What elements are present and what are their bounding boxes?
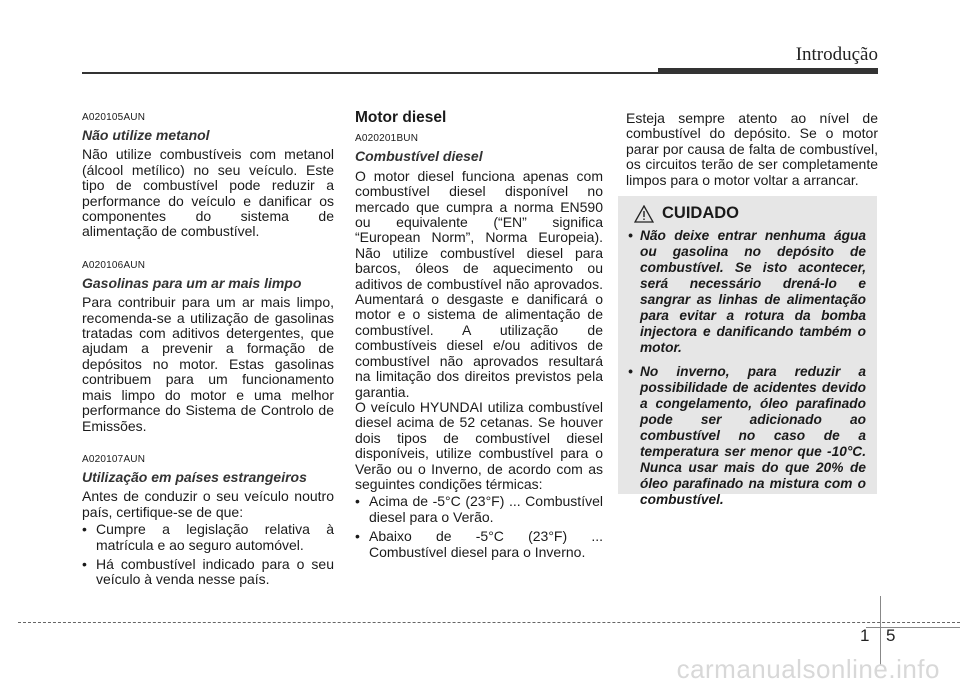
watermark: carmanualsonline.info (676, 654, 940, 684)
footer-rule (18, 622, 960, 623)
caution-header (634, 204, 739, 223)
list-item: • Não deixe entrar nenhuma água ou gasolina no depósito de combustível. Se isto acontecer, será necessário drená-lo e sangrar as linhas de alimentação para evitar a rotura da bomba injectora e danificando também o motor. (628, 228, 866, 355)
caution-title: CUIDADO (662, 204, 739, 222)
chapter-number: 1 (860, 626, 870, 645)
section-heading: Motor diesel (355, 109, 447, 126)
column-2 (355, 110, 603, 564)
column-3 (626, 111, 878, 188)
list-item: • Abaixo de -5°C (23°F) ... Combustível diesel para o Inverno. (355, 528, 603, 560)
section-body: O veículo HYUNDAI utiliza combustível diesel acima de 52 cetanas. Se houver dois tipos de combustível diesel disponíveis, utilize combustível para o Verão ou o Inverno, de acordo com as seguintes condições térmicas: (355, 398, 603, 492)
header-rule-accent (658, 68, 878, 74)
list-item: • Cumpre a legislação relativa à matrícula e ao seguro automóvel. (82, 521, 334, 553)
caution-box (618, 196, 877, 507)
crop-mark (866, 627, 960, 628)
section-body: Antes de conduzir o seu veículo noutro país, certifique-se de que: (82, 488, 334, 520)
section-body: Para contribuir para um ar mais limpo, recomenda-se a utilização de gasolinas tratadas com aditivos detergentes, que ajudam a prevenir a formação de depósitos no motor. Estas gasolinas contribuem para um funcionamento mais limpo do motor e uma melhor performance do Sistema de Controlo de Emissões. (82, 294, 334, 434)
section-subtitle: Utilização em países estrangeiros (82, 468, 307, 485)
section-code: A020105AUN (82, 112, 146, 123)
list-item: • No inverno, para reduzir a possibilidade de acidentes devido a congelamento, óleo parafinado pode ser adicionado ao combustível no caso de a temperatura ser menor que -10°C. Nunca usar mais do que 20% de óleo parafinado na mistura com o combustível. (628, 364, 866, 507)
page-number: 5 (886, 626, 896, 645)
section-code: A020201BUN (355, 133, 419, 145)
bullet-list (82, 522, 334, 588)
section-subtitle: Combustível diesel (355, 148, 483, 165)
list-item: • Há combustível indicado para o seu veículo à venda nesse país. (82, 555, 334, 588)
section-body: Esteja sempre atento ao nível de combustível do depósito. Se o motor parar por causa de falta de combustível, os circuitos terão de ser completamente limpos para o motor voltar a arrancar. (626, 110, 878, 188)
section-subtitle: Não utilize metanol (82, 127, 210, 143)
section-code: A020107AUN (82, 453, 146, 465)
page-header-title: Introdução (795, 44, 878, 65)
section-subtitle: Gasolinas para um ar mais limpo (82, 274, 302, 291)
bullet-list (355, 494, 603, 560)
list-item: • Acima de -5°C (23°F) ... Combustível diesel para o Verão. (355, 493, 603, 525)
section-body: Não utilize combustíveis com metanol (álcool metílico) no seu veículo. Este tipo de combustível pode reduzir a performance do veículo e danificar os componentes do sistema de alimentação de combustível. (82, 146, 334, 240)
warning-triangle-icon (634, 205, 654, 223)
caution-list (628, 228, 866, 516)
section-body: O motor diesel funciona apenas com combustível diesel disponível no mercado que cumpra a norma EN590 ou equivalente (“EN” significa “European Norm”, Norma Europeia). Não utilize combustível diesel para barcos, óleos de aquecimento ou aditivos de combustível não aprovados. Aumentará o desgaste e danificará o motor e o sistema de alimentação de combustível. A utilização de combustíveis diesel e/ou aditivos de combustível não aprovados resultará na limitação dos direitos previstos pela garantia. (355, 167, 603, 400)
section-code: A020106AUN (82, 259, 146, 271)
column-1 (82, 112, 334, 592)
